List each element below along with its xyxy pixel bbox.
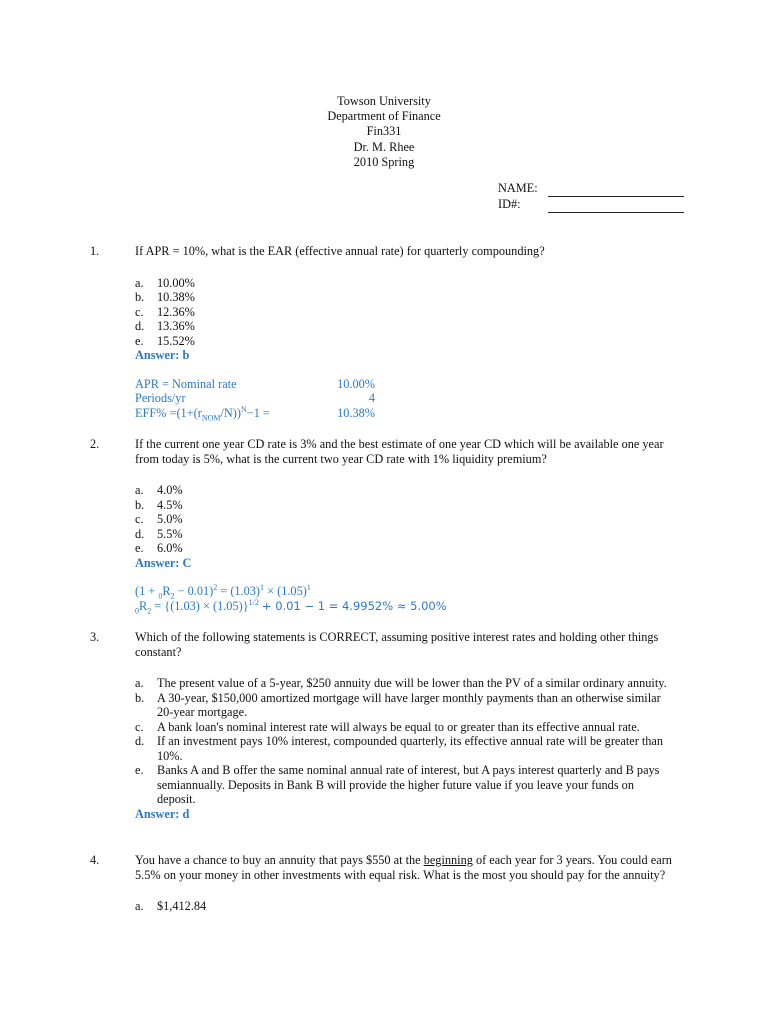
solution-formula: $(1 + _0R_2 - 0.01)^2 = (1.03)^1 \times (1.05)^1$ $_0R_2 = \{(1.03) \times (1.05)\}^{1/2} + 0.01 - 1 = 4.9952\% \approx 5.00\%$ <box>135 582 447 615</box>
option-c: c. 12.36% <box>135 304 195 319</box>
question-number: 3. <box>90 630 100 644</box>
id-field[interactable] <box>548 212 684 213</box>
option-d: d. 13.36% <box>135 319 195 333</box>
answer-label: Answer: C <box>135 555 192 570</box>
calc-value: 10.38% <box>337 405 375 420</box>
option-a: a. The present value of a 5-year, $250 annuity due will be lower than the PV of a similar ordinary annuity. <box>135 676 667 690</box>
option-a: a. 10.00% <box>135 275 195 290</box>
calc-label: Periods/yr <box>135 391 186 405</box>
option-d: d. If an investment pays 10% interest, compounded quarterly, its effective annual rate will be greater than 10%. <box>135 734 664 763</box>
calc-value: 10.00% <box>337 376 375 391</box>
department-name: Department of Finance <box>327 109 441 124</box>
question-text: Which of the following statements is CORRECT, assuming positive interest rates and holding other things constant? <box>135 630 659 659</box>
question-text: If the current one year CD rate is 3% and the best estimate of one year CD which will be available one year from today is 5%, what is the current two year CD rate with 1% liquidity premium? <box>135 437 664 466</box>
question-number: 1. <box>90 244 100 258</box>
answer-label: Answer: d <box>135 806 190 821</box>
question-text: You have a chance to buy an annuity that pays $550 at the beginning of each year for 3 years. You could earn 5.5% on your money in other investments with equal risk. What is the most you should pay for the annuity? <box>135 853 672 882</box>
question-number: 2. <box>90 437 100 451</box>
question-text: If APR = 10%, what is the EAR (effective annual rate) for quarterly compounding? <box>135 244 545 258</box>
calculation-table <box>135 377 375 421</box>
option-b: b. 10.38% <box>135 290 195 304</box>
document-header <box>0 94 768 170</box>
emphasized-word: beginning <box>423 853 473 867</box>
university-name: Towson University <box>337 94 431 108</box>
option-c: c. A bank loan's nominal interest rate will always be equal to or greater than its effective annual rate. <box>135 719 640 734</box>
option-a: a. 4.0% <box>135 483 183 497</box>
student-info-block <box>498 181 688 213</box>
option-e: e. 6.0% <box>135 541 183 555</box>
option-list <box>135 899 690 914</box>
eff-formula: $EFF\% =(1+(r_{NOM}/N))^N-1$ = <box>135 404 270 422</box>
question-number: 4. <box>90 853 100 867</box>
answer-label: Answer: b <box>135 348 190 362</box>
question-3 <box>90 630 690 821</box>
course-code: Fin331 <box>366 124 402 139</box>
option-c: c. 5.0% <box>135 512 183 526</box>
question-2 <box>90 437 690 613</box>
option-list <box>135 276 690 363</box>
option-e: e. Banks A and B offer the same nominal annual rate of interest, but A pays interest quarterly and B pays semiannually. Deposits in Bank B will provide the higher future value if you leave your funds on deposit. <box>135 763 660 806</box>
instructor-name: Dr. M. Rhee <box>353 139 415 154</box>
name-label: NAME: <box>498 181 538 195</box>
term: 2010 Spring <box>353 154 415 169</box>
question-1 <box>90 244 690 420</box>
option-list <box>135 483 690 570</box>
id-label: ID#: <box>498 197 521 211</box>
option-b: b. A 30-year, $150,000 amortized mortgage will have larger monthly payments than an otherwise similar 20-year mortgage. <box>135 690 661 719</box>
option-b: b. 4.5% <box>135 497 183 512</box>
option-list <box>135 676 675 821</box>
calc-value: 4 <box>368 391 375 405</box>
calc-label: APR = Nominal rate <box>135 376 237 391</box>
option-a: a. $1,412.84 <box>135 899 207 913</box>
question-4 <box>90 853 690 914</box>
option-e: e. 15.52% <box>135 333 195 348</box>
option-d: d. 5.5% <box>135 526 183 541</box>
